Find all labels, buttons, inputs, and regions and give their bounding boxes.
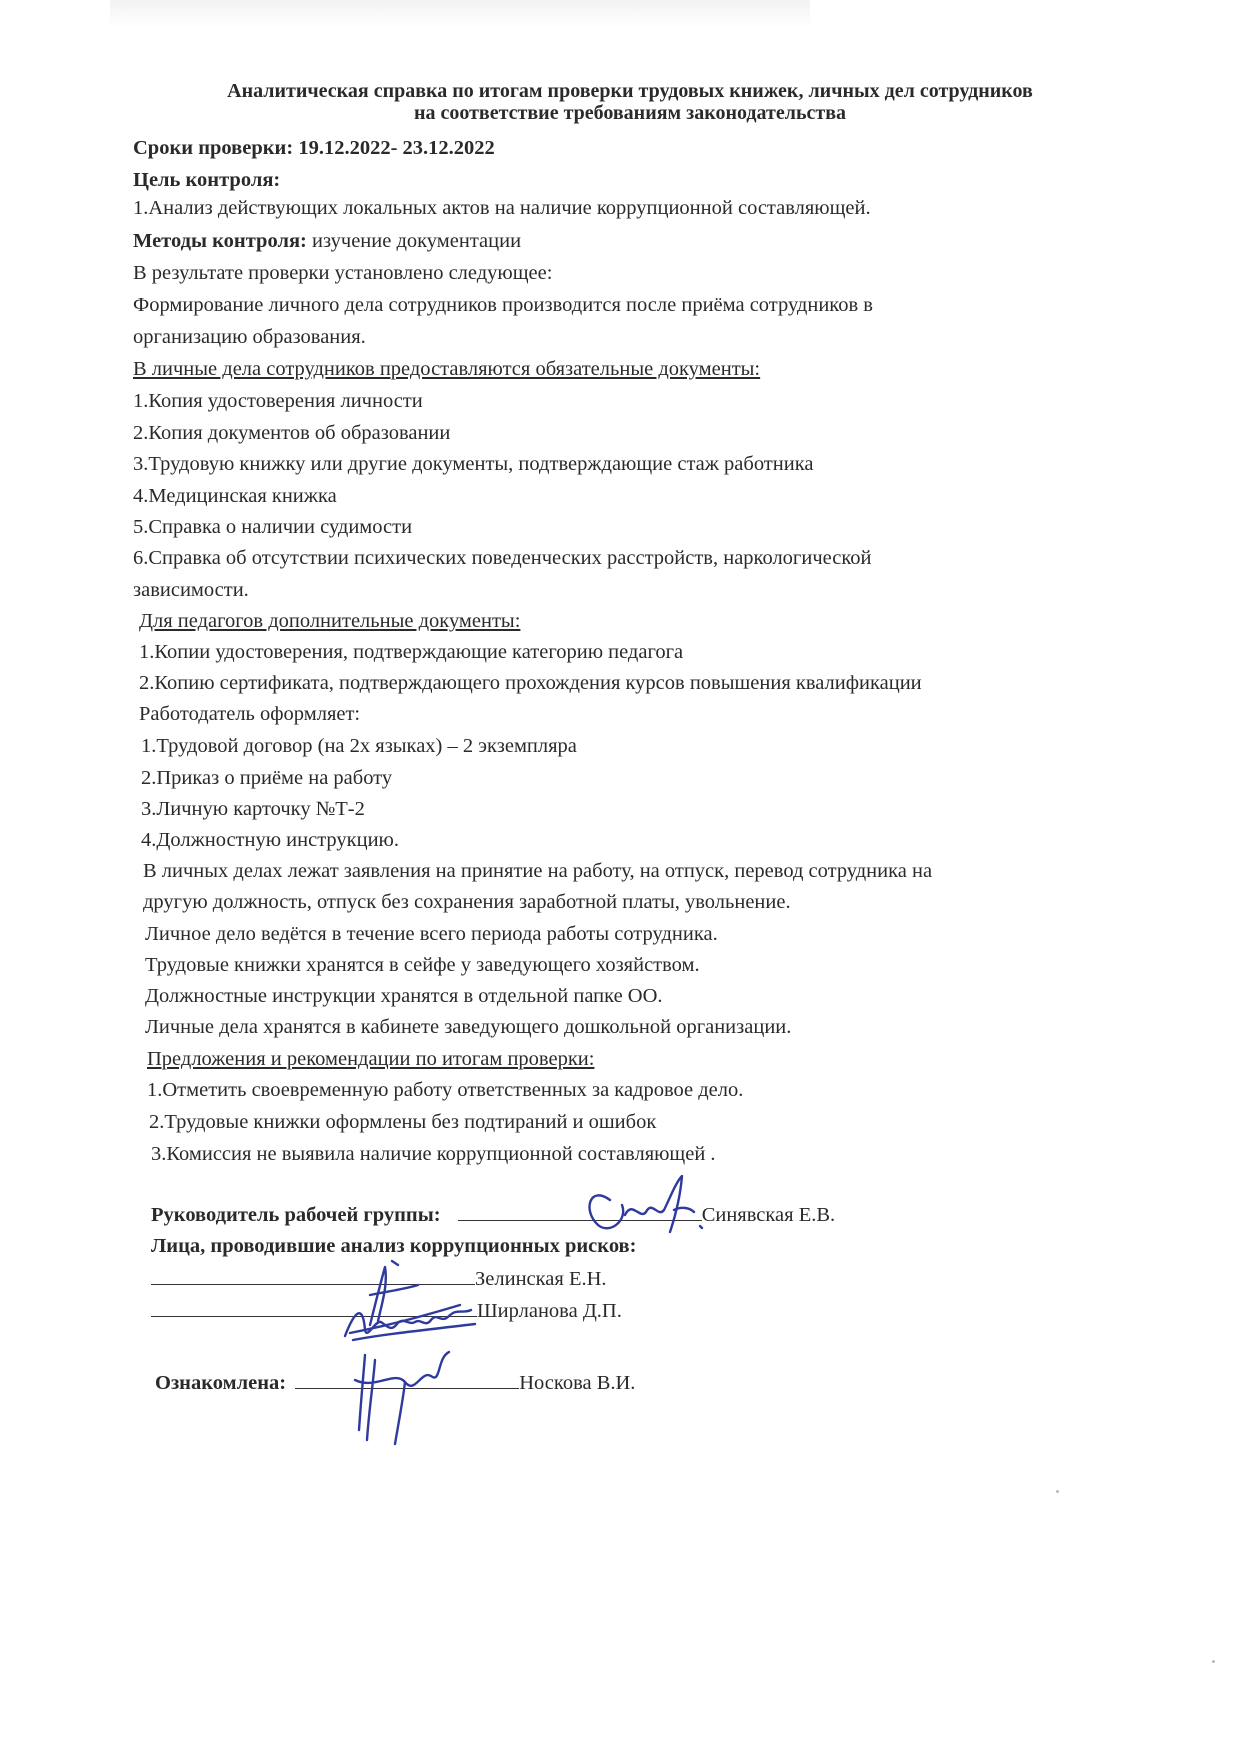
scan-speck xyxy=(1212,1660,1215,1663)
teachers-item: 2.Копию сертификата, подтверждающего прохождения курсов повышения квалификации xyxy=(139,672,922,694)
leader-signature-line xyxy=(151,1202,835,1227)
mandatory-item: 6.Справка об отсутствии психических поведенческих расстройств, наркологической xyxy=(133,547,872,569)
analyst1-name: Зелинская Е.Н. xyxy=(475,1268,607,1290)
scan-shadow xyxy=(110,0,810,28)
fact-line: Трудовые книжки хранятся в сейфе у заведующего хозяйством. xyxy=(145,954,700,976)
mandatory-heading: В личные дела сотрудников предоставляются обязательные документы: xyxy=(133,358,761,380)
analysts-label: Лица, проводившие анализ коррупционных рисков: xyxy=(151,1235,637,1257)
mandatory-item: зависимости. xyxy=(133,579,249,601)
employer-item: 1.Трудовой договор (на 2х языках) – 2 экземпляра xyxy=(141,735,577,757)
document-title-line1: Аналитическая справка по итогам проверки трудовых книжек, личных дел сотрудников xyxy=(227,80,1033,102)
recommendations-heading: Предложения и рекомендации по итогам проверки: xyxy=(147,1048,595,1070)
goal-label: Цель контроля: xyxy=(133,169,281,191)
fact-line: Должностные инструкции хранятся в отдельной папке ОО. xyxy=(145,985,663,1007)
leader-name: Синявская Е.В. xyxy=(701,1204,836,1226)
methods-label: Методы контроля: xyxy=(133,230,307,252)
analyst2-name: Ширланова Д.П. xyxy=(477,1300,622,1322)
teachers-item: 1.Копии удостоверения, подтверждающие категорию педагога xyxy=(139,641,684,663)
ack-signature-image xyxy=(345,1340,475,1450)
leader-signature-image xyxy=(570,1170,730,1240)
fact-line: Личные дела хранятся в кабинете заведующего дошкольной организации. xyxy=(145,1016,792,1038)
fact-line: другую должность, отпуск без сохранения заработной платы, увольнение. xyxy=(143,891,791,913)
employer-item: 2.Приказ о приёме на работу xyxy=(141,767,393,789)
formation-line-1: Формирование личного дела сотрудников производится после приёма сотрудников в xyxy=(133,294,873,316)
formation-line-2: организацию образования. xyxy=(133,326,366,348)
mandatory-item: 3.Трудовую книжку или другие документы, подтверждающие стаж работника xyxy=(133,453,814,475)
leader-label: Руководитель рабочей группы: xyxy=(151,1204,441,1226)
document-title-line2: на соответствие требованиям законодательства xyxy=(413,102,847,124)
teachers-heading: Для педагогов дополнительные документы: xyxy=(139,610,521,632)
mandatory-item: 2.Копия документов об образовании xyxy=(133,422,451,444)
recommendation-item: 2.Трудовые книжки оформлены без подтираний и ошибок xyxy=(149,1111,657,1133)
scan-speck xyxy=(1056,1490,1059,1493)
period-line xyxy=(133,136,495,160)
period-value: 19.12.2022- 23.12.2022 xyxy=(298,137,495,159)
employer-heading: Работодатель оформляет: xyxy=(139,703,361,725)
fact-line: Личное дело ведётся в течение всего периода работы сотрудника. xyxy=(145,923,718,945)
recommendation-item: 1.Отметить своевременную работу ответственных за кадровое дело. xyxy=(147,1079,744,1101)
ack-label: Ознакомлена: xyxy=(155,1372,287,1394)
employer-item: 4.Должностную инструкцию. xyxy=(141,829,400,851)
mandatory-item: 4.Медицинская книжка xyxy=(133,485,337,507)
result-intro: В результате проверки установлено следующее: xyxy=(133,262,553,284)
mandatory-item: 1.Копия удостоверения личности xyxy=(133,390,423,412)
period-label: Сроки проверки: xyxy=(133,137,294,159)
recommendation-item: 3.Комиссия не выявила наличие коррупционной составляющей . xyxy=(151,1143,716,1165)
methods-value: изучение документации xyxy=(312,230,522,252)
fact-line: В личных делах лежат заявления на принятие на работу, на отпуск, перевод сотрудника на xyxy=(143,860,933,882)
methods-line xyxy=(133,229,521,253)
mandatory-item: 5.Справка о наличии судимости xyxy=(133,516,413,538)
employer-item: 3.Личную карточку №Т-2 xyxy=(141,798,365,820)
ack-name: Носкова В.И. xyxy=(519,1372,636,1394)
goal-item: 1.Анализ действующих локальных актов на наличие коррупционной составляющей. xyxy=(133,197,871,219)
